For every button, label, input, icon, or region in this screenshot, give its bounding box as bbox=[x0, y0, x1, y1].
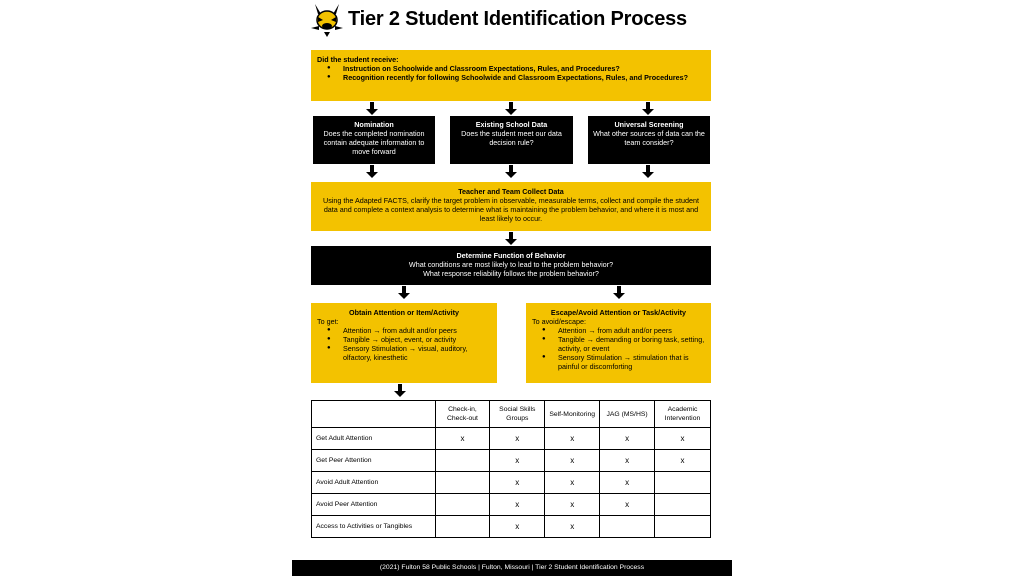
obtain-item: ● Tangible → object, event, or activity bbox=[317, 335, 491, 344]
table-cell: x bbox=[600, 450, 655, 472]
intro-item: ● Instruction on Schoolwide and Classroom Expectations, Rules, and Procedures? bbox=[317, 64, 705, 73]
table-cell: x bbox=[435, 428, 490, 450]
table-row bbox=[312, 428, 711, 450]
function-title: Determine Function of Behavior bbox=[456, 251, 566, 260]
table-row bbox=[312, 472, 711, 494]
row-label: Get Adult Attention bbox=[312, 428, 436, 450]
table-cell: x bbox=[490, 450, 545, 472]
column-header: Check-in, Check-out bbox=[435, 401, 490, 428]
obtain-title: Obtain Attention or Item/Activity bbox=[349, 308, 459, 317]
table-cell: x bbox=[490, 472, 545, 494]
row-label: Avoid Adult Attention bbox=[312, 472, 436, 494]
row-label: Access to Activities or Tangibles bbox=[312, 516, 436, 538]
function-line: What conditions are most likely to lead to the problem behavior? bbox=[408, 260, 614, 269]
function-box bbox=[311, 246, 711, 285]
table-cell: x bbox=[545, 472, 600, 494]
table-cell: x bbox=[545, 494, 600, 516]
table-cell: x bbox=[600, 428, 655, 450]
table-row bbox=[312, 516, 711, 538]
escape-item: ● Tangible → demanding or boring task, setting, activity, or event bbox=[532, 335, 705, 353]
column-header bbox=[312, 401, 436, 428]
table-cell bbox=[435, 472, 490, 494]
obtain-item: ● Attention → from adult and/or peers bbox=[317, 326, 491, 335]
obtain-box bbox=[311, 303, 497, 383]
escape-title: Escape/Avoid Attention or Task/Activity bbox=[550, 308, 687, 317]
table-cell bbox=[600, 516, 655, 538]
universal-screening-box bbox=[588, 116, 710, 164]
obtain-lead: To get: bbox=[317, 317, 339, 326]
table-cell bbox=[435, 516, 490, 538]
table-header-row bbox=[312, 401, 711, 428]
escape-item: ● Sensory Stimulation → stimulation that is painful or discomforting bbox=[532, 353, 705, 371]
table-cell: x bbox=[600, 472, 655, 494]
source-title: Existing School Data bbox=[475, 120, 548, 129]
escape-lead: To avoid/escape: bbox=[532, 317, 586, 326]
table-cell: x bbox=[545, 450, 600, 472]
escape-item: ● Attention → from adult and/or peers bbox=[532, 326, 705, 335]
source-title: Nomination bbox=[354, 120, 394, 129]
collect-title: Teacher and Team Collect Data bbox=[458, 187, 564, 196]
table-cell: x bbox=[655, 450, 711, 472]
nomination-box bbox=[313, 116, 435, 164]
obtain-list bbox=[317, 326, 491, 362]
column-header: Academic Intervention bbox=[655, 401, 711, 428]
source-text: What other sources of data can the team consider? bbox=[593, 129, 705, 147]
column-header: JAG (MS/HS) bbox=[600, 401, 655, 428]
escape-box bbox=[526, 303, 711, 383]
column-header: Social Skills Groups bbox=[490, 401, 545, 428]
table-cell: x bbox=[490, 428, 545, 450]
row-label: Get Peer Attention bbox=[312, 450, 436, 472]
table-row bbox=[312, 450, 711, 472]
table-cell: x bbox=[655, 428, 711, 450]
table-cell: x bbox=[545, 516, 600, 538]
intro-box bbox=[311, 50, 711, 101]
footer-bar: (2021) Fulton 58 Public Schools | Fulton, Missouri | Tier 2 Student Identification Process bbox=[292, 560, 732, 576]
escape-list bbox=[532, 326, 705, 371]
page-title: Tier 2 Student Identification Process bbox=[348, 8, 687, 30]
table-cell bbox=[655, 516, 711, 538]
source-title: Universal Screening bbox=[614, 120, 684, 129]
table-row bbox=[312, 494, 711, 516]
intervention-table bbox=[311, 400, 711, 538]
intro-list bbox=[317, 64, 705, 82]
obtain-item: ● Sensory Stimulation → visual, auditory, olfactory, kinesthetic bbox=[317, 344, 491, 362]
table-cell bbox=[435, 494, 490, 516]
row-label: Avoid Peer Attention bbox=[312, 494, 436, 516]
source-text: Does the completed nomination contain adequate information to move forward bbox=[323, 129, 425, 156]
table-cell bbox=[655, 472, 711, 494]
collect-text: Using the Adapted FACTS, clarify the target problem in observable, measurable terms, collect and compile the student data and complete a context analysis to determine what is maintaining the problem behavior, and where it is most and least likely to occur. bbox=[323, 196, 699, 223]
table-cell bbox=[655, 494, 711, 516]
table-cell: x bbox=[490, 494, 545, 516]
table-cell: x bbox=[600, 494, 655, 516]
existing-data-box bbox=[450, 116, 573, 164]
hornet-mascot-icon bbox=[309, 2, 345, 38]
table-cell: x bbox=[545, 428, 600, 450]
collect-data-box bbox=[311, 182, 711, 231]
table-cell bbox=[435, 450, 490, 472]
function-line: What response reliability follows the problem behavior? bbox=[423, 269, 599, 278]
intro-item: ● Recognition recently for following Schoolwide and Classroom Expectations, Rules, and Procedures? bbox=[317, 73, 705, 82]
column-header: Self-Monitoring bbox=[545, 401, 600, 428]
source-text: Does the student meet our data decision rule? bbox=[461, 129, 562, 147]
intro-question: Did the student receive: bbox=[317, 55, 399, 64]
table-cell: x bbox=[490, 516, 545, 538]
